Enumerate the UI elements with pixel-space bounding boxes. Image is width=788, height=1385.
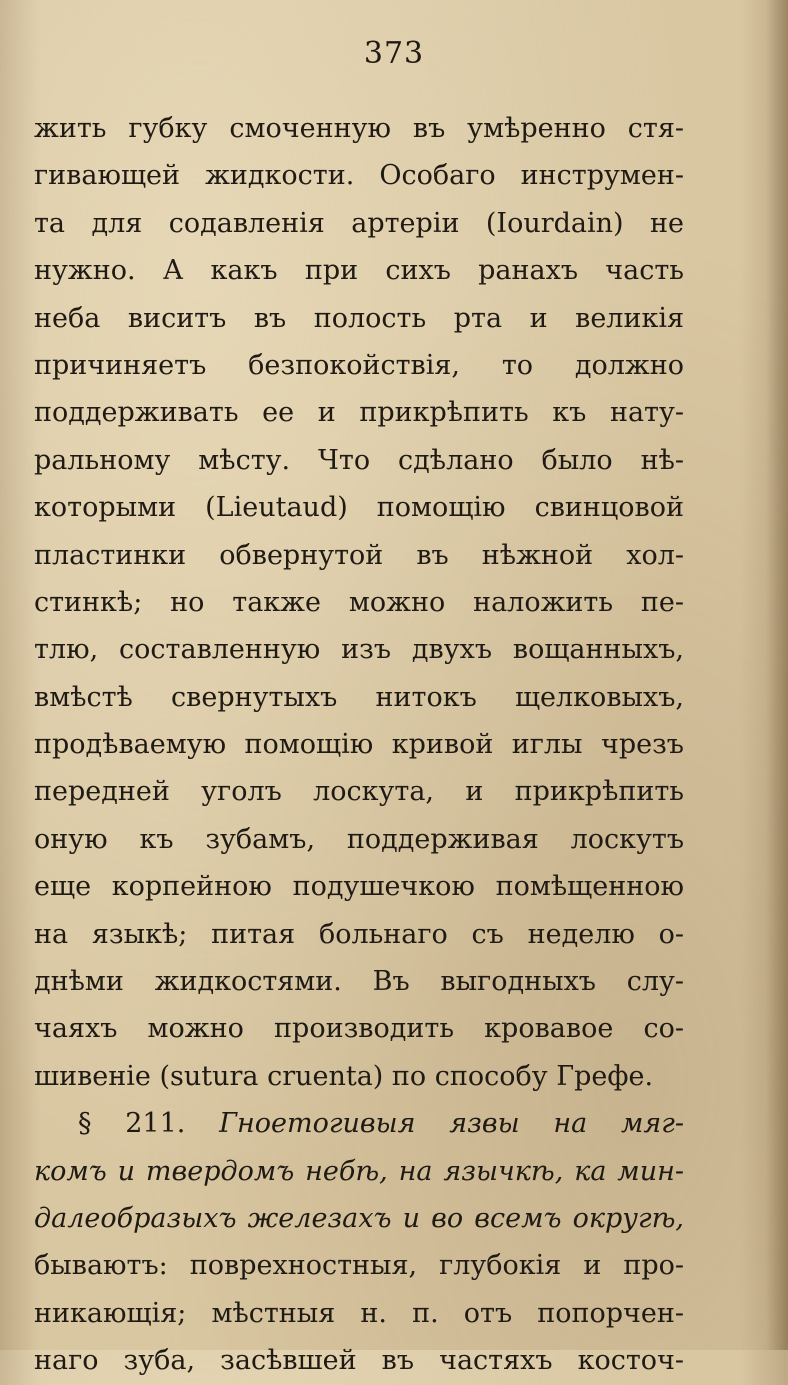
text-line: еще корпейною подушечкою помѣщенною <box>34 871 684 903</box>
text-line: на языкѣ; питая больнаго съ неделю о- <box>34 918 684 950</box>
text-line: днѣми жидкостями. Въ выгодныхъ слу- <box>34 966 684 998</box>
text-line: шивеніе (sutura cruenta) по способу Грефе. <box>34 1060 654 1092</box>
body-text <box>34 105 684 1385</box>
text-line: ральному мѣсту. Что сдѣлано было нѣ- <box>34 444 684 476</box>
section-number: § 211. <box>78 1108 186 1140</box>
text-line: продѣваемую помощію кривой иглы чрезъ <box>34 729 684 761</box>
section-heading-line <box>34 1100 684 1147</box>
text-line: наго зуба, засѣвшей въ частяхъ косточ- <box>34 1345 684 1377</box>
text-line: пластинки обвернутой въ нѣжной хол- <box>34 539 684 571</box>
section-heading-line: комъ и твердомъ небѣ, на язычкѣ, ка мин- <box>34 1155 684 1187</box>
text-line: та для содавленія артеріи (Iourdain) не <box>34 207 684 239</box>
text-line: жить губку смоченную въ умѣренно стя- <box>34 113 684 144</box>
text-line: причиняетъ безпокойствія, то должно <box>34 349 684 381</box>
text-line: нужно. А какъ при сихъ ранахъ часть <box>34 255 684 287</box>
text-line: бываютъ: поврехностныя, глубокія и про- <box>34 1250 684 1282</box>
text-line: тлю, составленную изъ двухъ вощанныхъ, <box>34 634 684 666</box>
text-line: неба виситъ въ полость рта и великія <box>34 302 684 334</box>
section-heading-line: далеобразыхъ железахъ и во всемъ округѣ, <box>34 1202 684 1234</box>
text-line: гивающей жидкости. Особаго инструмен- <box>34 160 684 192</box>
page-number: 373 <box>363 36 425 71</box>
text-line: поддерживать ее и прикрѣпить къ нату- <box>34 397 684 429</box>
page-edge-shadow <box>766 0 788 1350</box>
section-heading-text: Гноетогивыя язвы на мяг- <box>219 1108 684 1140</box>
text-line: стинкѣ; но также можно наложить пе- <box>34 586 684 618</box>
text-line: передней уголъ лоскута, и прикрѣпить <box>34 776 684 808</box>
text-line: которыми (Lieutaud) помощію свинцовой <box>34 492 684 524</box>
text-line: оную къ зубамъ, поддерживая лоскутъ <box>34 823 684 855</box>
text-line: вмѣстѣ свернутыхъ нитокъ щелковыхъ, <box>34 681 684 713</box>
text-line: никающія; мѣстныя н. п. отъ попорчен- <box>34 1297 684 1329</box>
text-line: чаяхъ можно производить кровавое со- <box>34 1013 684 1045</box>
